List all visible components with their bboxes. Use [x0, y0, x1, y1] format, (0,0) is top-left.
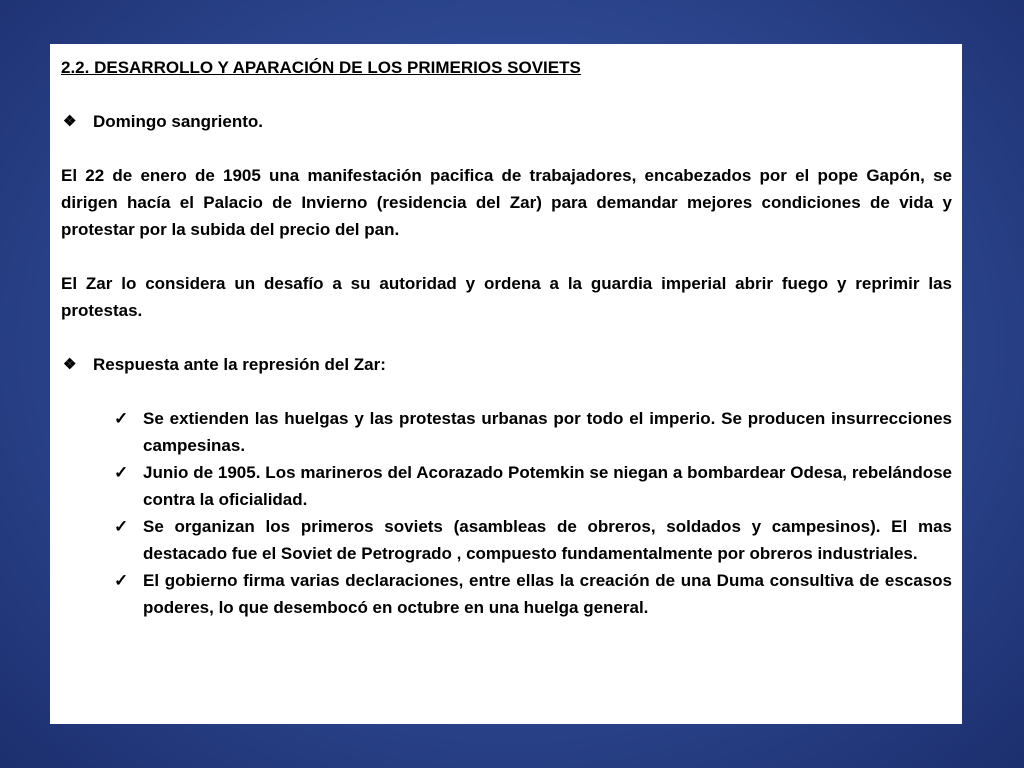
- section-heading-text: Domingo sangriento.: [93, 112, 263, 131]
- list-item-text: El gobierno firma varias declaraciones, entre ellas la creación de una Duma consultiva de escasos poderes, lo que desembocó en octubre en una huelga general.: [143, 571, 952, 617]
- spacer: [61, 243, 952, 270]
- list-item: [61, 405, 952, 459]
- section-heading-domingo-sangriento: [61, 108, 952, 135]
- section-heading-respuesta: [61, 351, 952, 378]
- paragraph-manifestacion: El 22 de enero de 1905 una manifestación pacifica de trabajadores, encabezados por el pope Gapón, se dirigen hacía el Palacio de Invierno (residencia del Zar) para demandar mejores condiciones de vida y protestar por la subida del precio del pan.: [61, 166, 952, 239]
- diamond-bullet-icon: ❖: [63, 356, 77, 373]
- list-item: [61, 459, 952, 513]
- spacer: [61, 81, 952, 108]
- slide-title: 2.2. DESARROLLO Y APARACIÓN DE LOS PRIMERIOS SOVIETS: [61, 58, 581, 77]
- section-heading-text: Respuesta ante la represión del Zar:: [93, 355, 386, 374]
- checkmark-icon: ✓: [114, 463, 129, 482]
- list-item-text: Se extienden las huelgas y las protestas urbanas por todo el imperio. Se producen insurrecciones campesinas.: [143, 409, 952, 455]
- checkmark-icon: ✓: [114, 571, 129, 590]
- content-panel: [50, 44, 962, 724]
- paragraph-zar-ordena: El Zar lo considera un desafío a su autoridad y ordena a la guardia imperial abrir fuego y reprimir las protestas.: [61, 274, 952, 320]
- list-item-text: Se organizan los primeros soviets (asambleas de obreros, soldados y campesinos). El mas destacado fue el Soviet de Petrogrado , compuesto fundamentalmente por obreros industriales.: [143, 517, 952, 563]
- checkmark-icon: ✓: [114, 517, 129, 536]
- spacer: [61, 378, 952, 405]
- spacer: [61, 324, 952, 351]
- spacer: [61, 135, 952, 162]
- checklist: [61, 405, 952, 621]
- list-item-text: Junio de 1905. Los marineros del Acorazado Potemkin se niegan a bombardear Odesa, rebelándose contra la oficialidad.: [143, 463, 952, 509]
- list-item: [61, 567, 952, 621]
- checkmark-icon: ✓: [114, 409, 129, 428]
- diamond-bullet-icon: ❖: [63, 113, 77, 130]
- list-item: [61, 513, 952, 567]
